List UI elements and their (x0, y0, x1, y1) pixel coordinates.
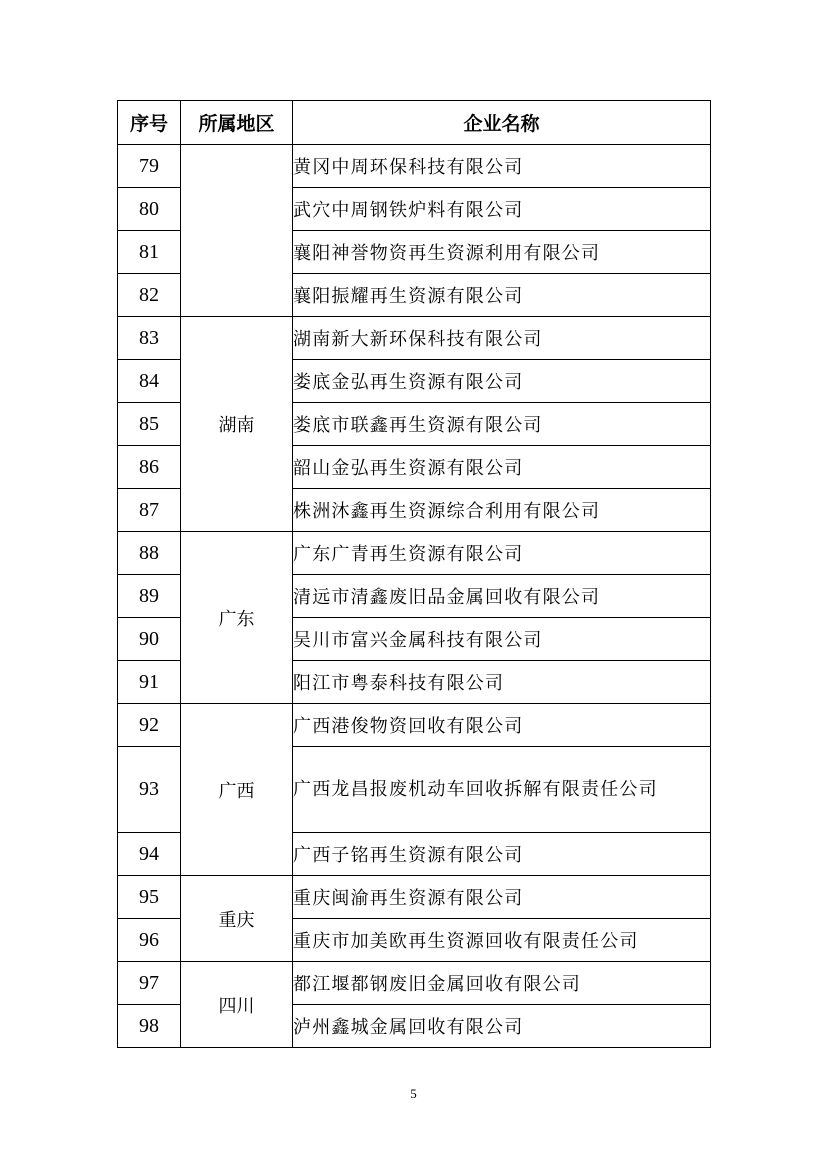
enterprise-name: 黄冈中周环保科技有限公司 (293, 145, 711, 188)
row-number: 98 (118, 1005, 181, 1048)
enterprise-name: 都江堰都钢废旧金属回收有限公司 (293, 962, 711, 1005)
table-row (118, 876, 711, 919)
row-number: 86 (118, 446, 181, 489)
row-number: 79 (118, 145, 181, 188)
enterprise-name: 武穴中周钢铁炉料有限公司 (293, 188, 711, 231)
row-number: 92 (118, 704, 181, 747)
row-number: 87 (118, 489, 181, 532)
table-row (118, 532, 711, 575)
table-row (118, 962, 711, 1005)
region-cell-chongqing: 重庆 (181, 876, 293, 962)
enterprise-name: 清远市清鑫废旧品金属回收有限公司 (293, 575, 711, 618)
page-number: 5 (410, 1086, 417, 1101)
region-cell-sichuan: 四川 (181, 962, 293, 1048)
row-number: 84 (118, 360, 181, 403)
enterprise-name: 广西龙昌报废机动车回收拆解有限责任公司 (293, 747, 711, 833)
enterprise-name: 娄底金弘再生资源有限公司 (293, 360, 711, 403)
table-row (118, 704, 711, 747)
region-cell-guangdong: 广东 (181, 532, 293, 704)
enterprise-name: 重庆市加美欧再生资源回收有限责任公司 (293, 919, 711, 962)
row-number: 82 (118, 274, 181, 317)
table-row (118, 317, 711, 360)
header-region: 所属地区 (181, 101, 293, 145)
enterprise-name: 重庆闽渝再生资源有限公司 (293, 876, 711, 919)
enterprise-name: 吴川市富兴金属科技有限公司 (293, 618, 711, 661)
enterprise-name: 襄阳振耀再生资源有限公司 (293, 274, 711, 317)
enterprise-name: 广东广青再生资源有限公司 (293, 532, 711, 575)
enterprise-name: 株洲沐鑫再生资源综合利用有限公司 (293, 489, 711, 532)
header-enterprise-name: 企业名称 (293, 101, 711, 145)
enterprise-name: 襄阳神誉物资再生资源利用有限公司 (293, 231, 711, 274)
row-number: 81 (118, 231, 181, 274)
enterprise-name: 广西港俊物资回收有限公司 (293, 704, 711, 747)
row-number: 88 (118, 532, 181, 575)
row-number: 95 (118, 876, 181, 919)
enterprise-table (117, 100, 711, 1048)
row-number: 91 (118, 661, 181, 704)
region-cell-guangxi: 广西 (181, 704, 293, 876)
enterprise-name: 泸州鑫城金属回收有限公司 (293, 1005, 711, 1048)
region-cell-hunan: 湖南 (181, 317, 293, 532)
region-cell-hubei (181, 145, 293, 317)
enterprise-name: 娄底市联鑫再生资源有限公司 (293, 403, 711, 446)
row-number: 97 (118, 962, 181, 1005)
row-number: 89 (118, 575, 181, 618)
row-number: 93 (118, 747, 181, 833)
enterprise-name: 阳江市粤泰科技有限公司 (293, 661, 711, 704)
enterprise-name: 韶山金弘再生资源有限公司 (293, 446, 711, 489)
enterprise-name: 广西子铭再生资源有限公司 (293, 833, 711, 876)
enterprise-name: 湖南新大新环保科技有限公司 (293, 317, 711, 360)
row-number: 90 (118, 618, 181, 661)
row-number: 94 (118, 833, 181, 876)
row-number: 80 (118, 188, 181, 231)
table-header-row (118, 101, 711, 145)
header-serial-number: 序号 (118, 101, 181, 145)
row-number: 96 (118, 919, 181, 962)
row-number: 83 (118, 317, 181, 360)
table-row (118, 145, 711, 188)
row-number: 85 (118, 403, 181, 446)
